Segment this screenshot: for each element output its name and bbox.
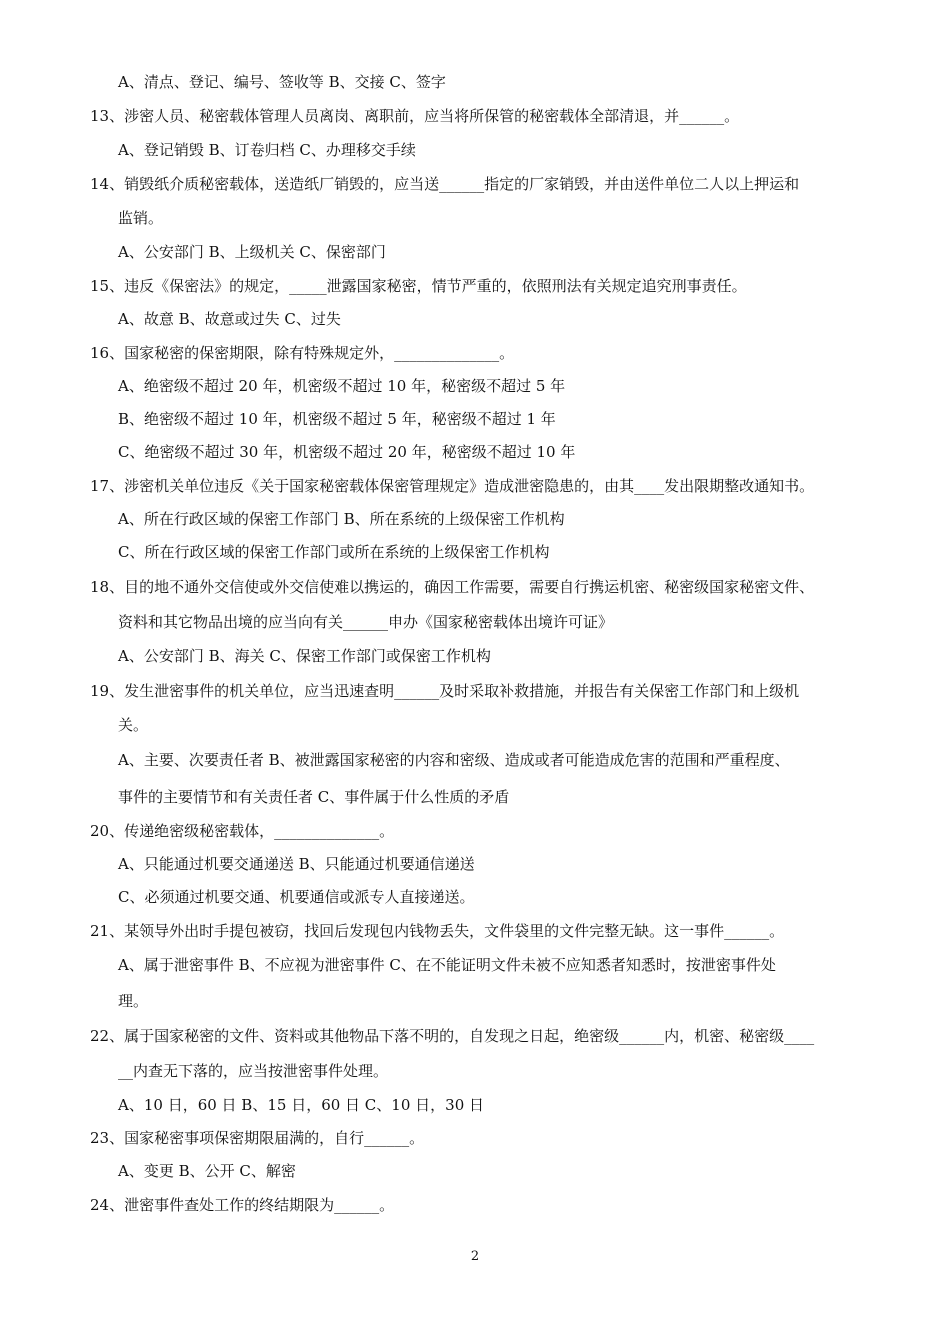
answer-option: B、绝密级不超过 10 年，机密级不超过 5 年，秘密级不超过 1 年 (118, 410, 556, 428)
question-continuation: 监销。 (118, 209, 164, 227)
answer-option: A、公安部门 B、上级机关 C、保密部门 (118, 243, 386, 261)
question-continuation: __内查无下落的，应当按泄密事件处理。 (118, 1062, 389, 1080)
question-15: 15、违反《保密法》的规定，_____泄露国家秘密，情节严重的，依照刑法有关规定追究刑事责任。 (90, 277, 747, 295)
answer-option: A、公安部门 B、海关 C、保密工作部门或保密工作机构 (118, 647, 491, 665)
question-continuation: 资料和其它物品出境的应当向有关______申办《国家秘密载体出境许可证》 (118, 613, 614, 631)
answer-option: C、所在行政区域的保密工作部门或所在系统的上级保密工作机构 (118, 543, 550, 561)
answer-option: A、登记销毁 B、订卷归档 C、办理移交手续 (118, 141, 416, 159)
answer-option: A、主要、次要责任者 B、被泄露国家秘密的内容和密级、造成或者可能造成危害的范围和严重程度、 (118, 751, 790, 769)
answer-option: C、绝密级不超过 30 年，机密级不超过 20 年，秘密级不超过 10 年 (118, 443, 576, 461)
question-17: 17、涉密机关单位违反《关于国家秘密载体保密管理规定》造成泄密隐患的，由其____发出限期整改通知书。 (90, 477, 815, 495)
answer-option: C、必须通过机要交通、机要通信或派专人直接递送。 (118, 888, 475, 906)
answer-option: A、清点、登记、编号、签收等 B、交接 C、签字 (118, 73, 446, 91)
question-21: 21、某领导外出时手提包被窃，找回后发现包内钱物丢失，文件袋里的文件完整无缺。这一事件______。 (90, 922, 785, 940)
question-19: 19、发生泄密事件的机关单位，应当迅速查明______及时采取补救措施，并报告有关保密工作部门和上级机 (90, 682, 800, 700)
question-13: 13、涉密人员、秘密载体管理人员离岗、离职前，应当将所保管的秘密载体全部清退，并______。 (90, 107, 740, 125)
question-14: 14、销毁纸介质秘密载体，送造纸厂销毁的，应当送______指定的厂家销毁，并由送件单位二人以上押运和 (90, 175, 800, 193)
question-continuation: 关。 (118, 716, 149, 734)
question-20: 20、传递绝密级秘密载体，______________。 (90, 822, 395, 840)
question-16: 16、国家秘密的保密期限，除有特殊规定外，______________。 (90, 344, 515, 362)
page-number: 2 (470, 1249, 480, 1264)
question-continuation: 理。 (118, 992, 149, 1010)
question-continuation: 事件的主要情节和有关责任者 C、事件属于什么性质的矛盾 (118, 788, 510, 806)
answer-option: A、10 日，60 日 B、15 日，60 日 C、10 日，30 日 (118, 1096, 484, 1114)
answer-option: A、绝密级不超过 20 年，机密级不超过 10 年，秘密级不超过 5 年 (118, 377, 566, 395)
answer-option: A、所在行政区域的保密工作部门 B、所在系统的上级保密工作机构 (118, 510, 565, 528)
question-23: 23、国家秘密事项保密期限届满的，自行______。 (90, 1129, 425, 1147)
question-24: 24、泄密事件查处工作的终结期限为______。 (90, 1196, 395, 1214)
question-18: 18、目的地不通外交信使或外交信使难以携运的，确因工作需要，需要自行携运机密、秘密级国家秘密文件、 (90, 578, 815, 596)
answer-option: A、属于泄密事件 B、不应视为泄密事件 C、在不能证明文件未被不应知悉者知悉时，按泄密事件处 (118, 956, 776, 974)
answer-option: A、变更 B、公开 C、解密 (118, 1162, 296, 1180)
answer-option: A、故意 B、故意或过失 C、过失 (118, 310, 341, 328)
answer-option: A、只能通过机要交通递送 B、只能通过机要通信递送 (118, 855, 475, 873)
question-22: 22、属于国家秘密的文件、资料或其他物品下落不明的，自发现之日起，绝密级______内，机密、秘密级____ (90, 1027, 815, 1045)
